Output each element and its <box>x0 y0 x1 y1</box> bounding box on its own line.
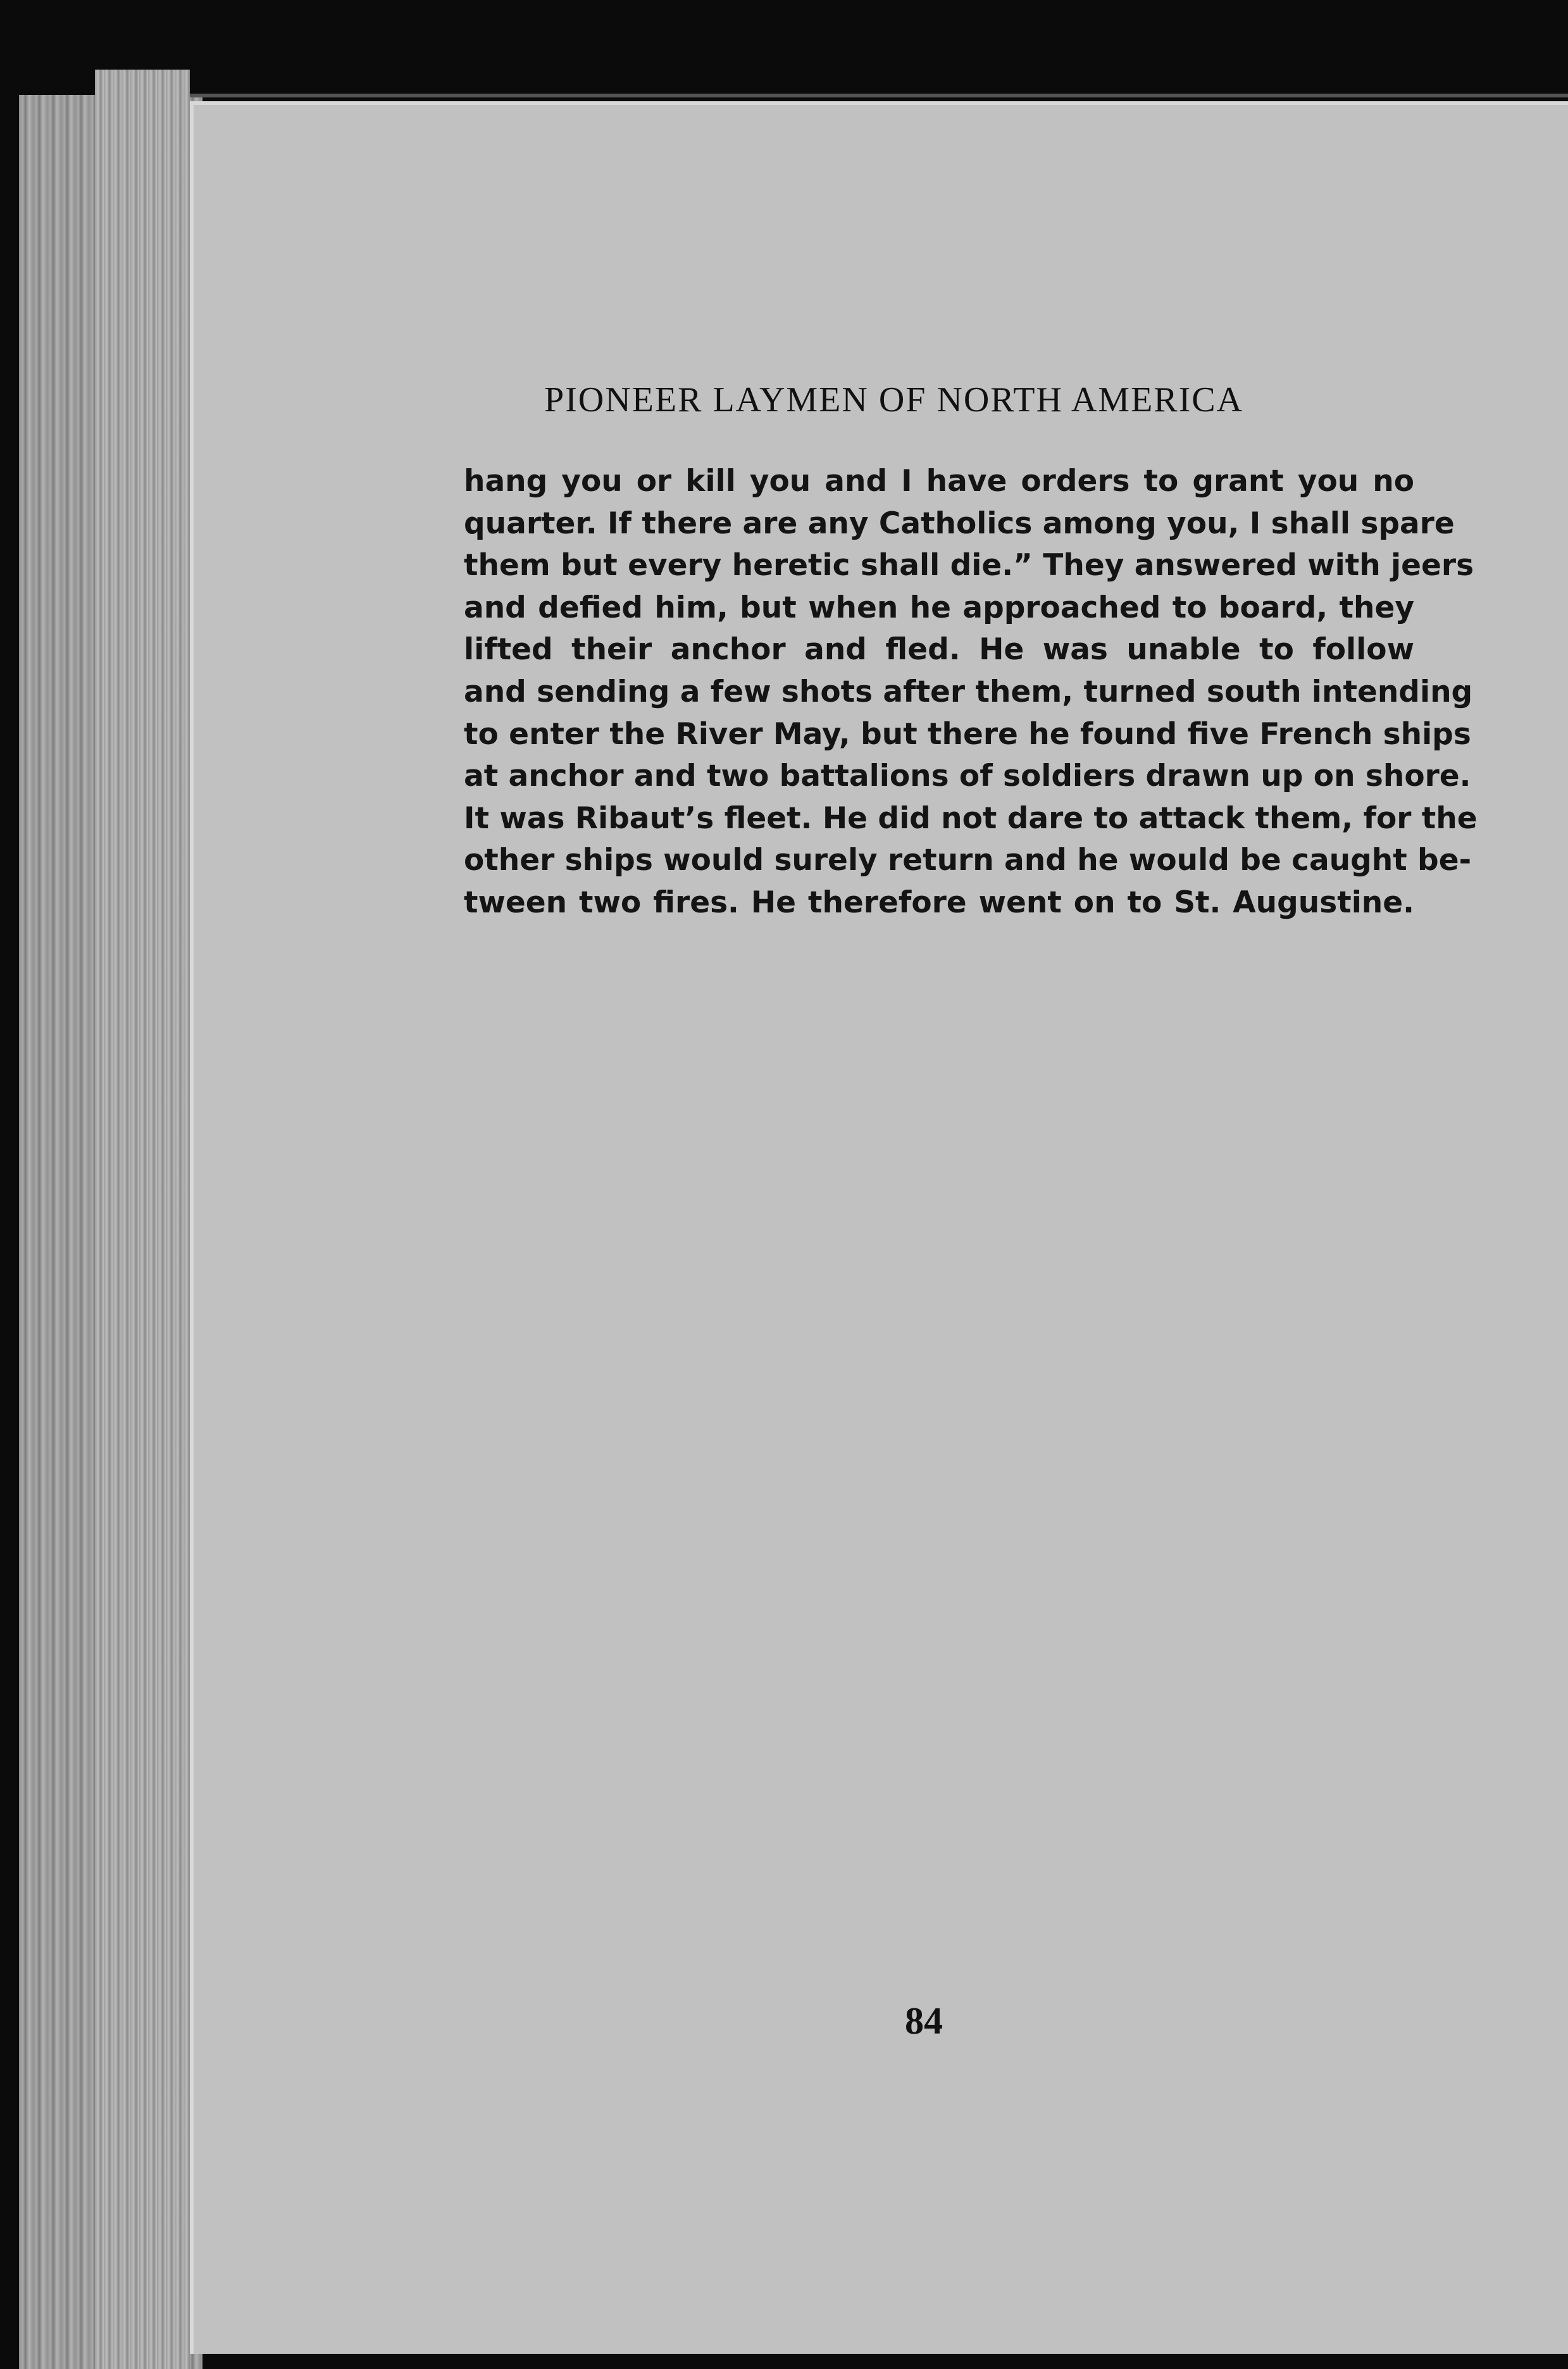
page-top-edge <box>190 94 1568 97</box>
text-line: at anchor and two battalions of soldiers drawn up on shore. <box>464 759 1471 794</box>
page-number: 84 <box>905 2000 943 2042</box>
text-line: quarter. If there are any Catholics among you, I shall spare <box>464 506 1455 541</box>
text-line: to enter the River May, but there he found five French ships <box>464 716 1471 752</box>
text-line: lifted their anchor and fled. He was unable to follow <box>464 632 1414 668</box>
text-line: hang you or kill you and I have orders to grant you no <box>464 464 1414 499</box>
text-line: and defied him, but when he approached to board, they <box>464 590 1414 625</box>
text-line: tween two fires. He therefore went on to St. Augustine. <box>464 885 1414 920</box>
body-paragraph <box>464 461 1478 924</box>
book-page <box>190 101 1568 2354</box>
running-head: PIONEER LAYMEN OF NORTH AMERICA <box>544 380 1244 420</box>
text-line: and sending a few shots after them, turned south intending <box>464 674 1473 709</box>
stacked-page-edges-inner <box>95 70 190 2369</box>
text-line: them but every heretic shall die.” They answered with jeers <box>464 548 1474 583</box>
text-line: It was Ribaut’s fleet. He did not dare to attack them, for the <box>464 800 1478 836</box>
text-line: other ships would surely return and he would be caught be- <box>464 843 1472 878</box>
